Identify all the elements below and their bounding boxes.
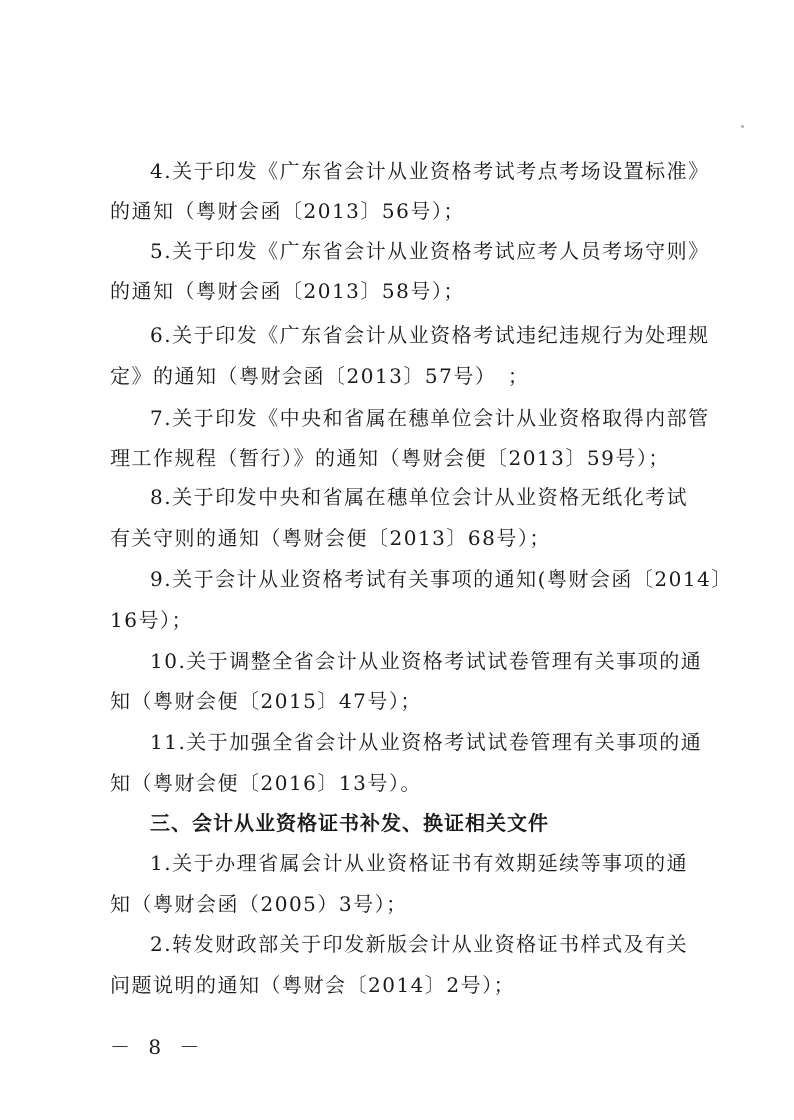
- item-11-line-1: 11.关于加强全省会计从业资格考试试卷管理有关事项的通: [150, 730, 703, 754]
- section-heading: 三、会计从业资格证书补发、换证相关文件: [150, 811, 549, 835]
- item-6-line-1: 6.关于印发《广东省会计从业资格考试违纪违规行为处理规: [150, 323, 710, 347]
- cert-item-1-line-1: 1.关于办理省属会计从业资格证书有效期延续等事项的通: [150, 851, 689, 875]
- item-9-line-1: 9.关于会计从业资格考试有关事项的通知(粤财会函〔2014〕: [150, 567, 733, 591]
- item-10-line-2: 知（粤财会便〔2015〕47号）；: [110, 689, 422, 713]
- item-5-line-2: 的通知（粤财会函〔2013〕58号）；: [110, 279, 465, 303]
- item-4-line-2: 的通知（粤财会函〔2013〕56号）；: [110, 199, 465, 223]
- item-7-line-1: 7.关于印发《中央和省属在穗单位会计从业资格取得内部管: [150, 406, 710, 430]
- item-10-line-1: 10.关于调整全省会计从业资格考试试卷管理有关事项的通: [150, 649, 703, 673]
- item-11-line-2: 知（粤财会便〔2016〕13号）。: [110, 771, 422, 795]
- item-7-line-2: 理工作规程（暂行）》的通知（粤财会便〔2013〕59号）；: [110, 446, 670, 470]
- item-6-line-2: 定》的通知（粤财会函〔2013〕57号） ；: [110, 364, 530, 388]
- cert-item-2-line-1: 2.转发财政部关于印发新版会计从业资格证书样式及有关: [150, 932, 689, 956]
- page-number: － 8 －: [110, 1035, 206, 1059]
- item-9-line-2: 16号）；: [110, 608, 193, 632]
- scan-speck: [741, 125, 744, 128]
- item-5-line-1: 5.关于印发《广东省会计从业资格考试应考人员考场守则》: [150, 239, 710, 263]
- cert-item-1-line-2: 知（粤财会函（2005）3号）；: [110, 892, 408, 916]
- item-8-line-2: 有关守则的通知（粤财会便〔2013〕68号）；: [110, 526, 551, 550]
- item-4-line-1: 4.关于印发《广东省会计从业资格考试考点考场设置标准》: [150, 159, 710, 183]
- cert-item-2-line-2: 问题说明的通知（粤财会〔2014〕2号）；: [110, 973, 516, 997]
- item-8-line-1: 8.关于印发中央和省属在穗单位会计从业资格无纸化考试: [150, 485, 689, 509]
